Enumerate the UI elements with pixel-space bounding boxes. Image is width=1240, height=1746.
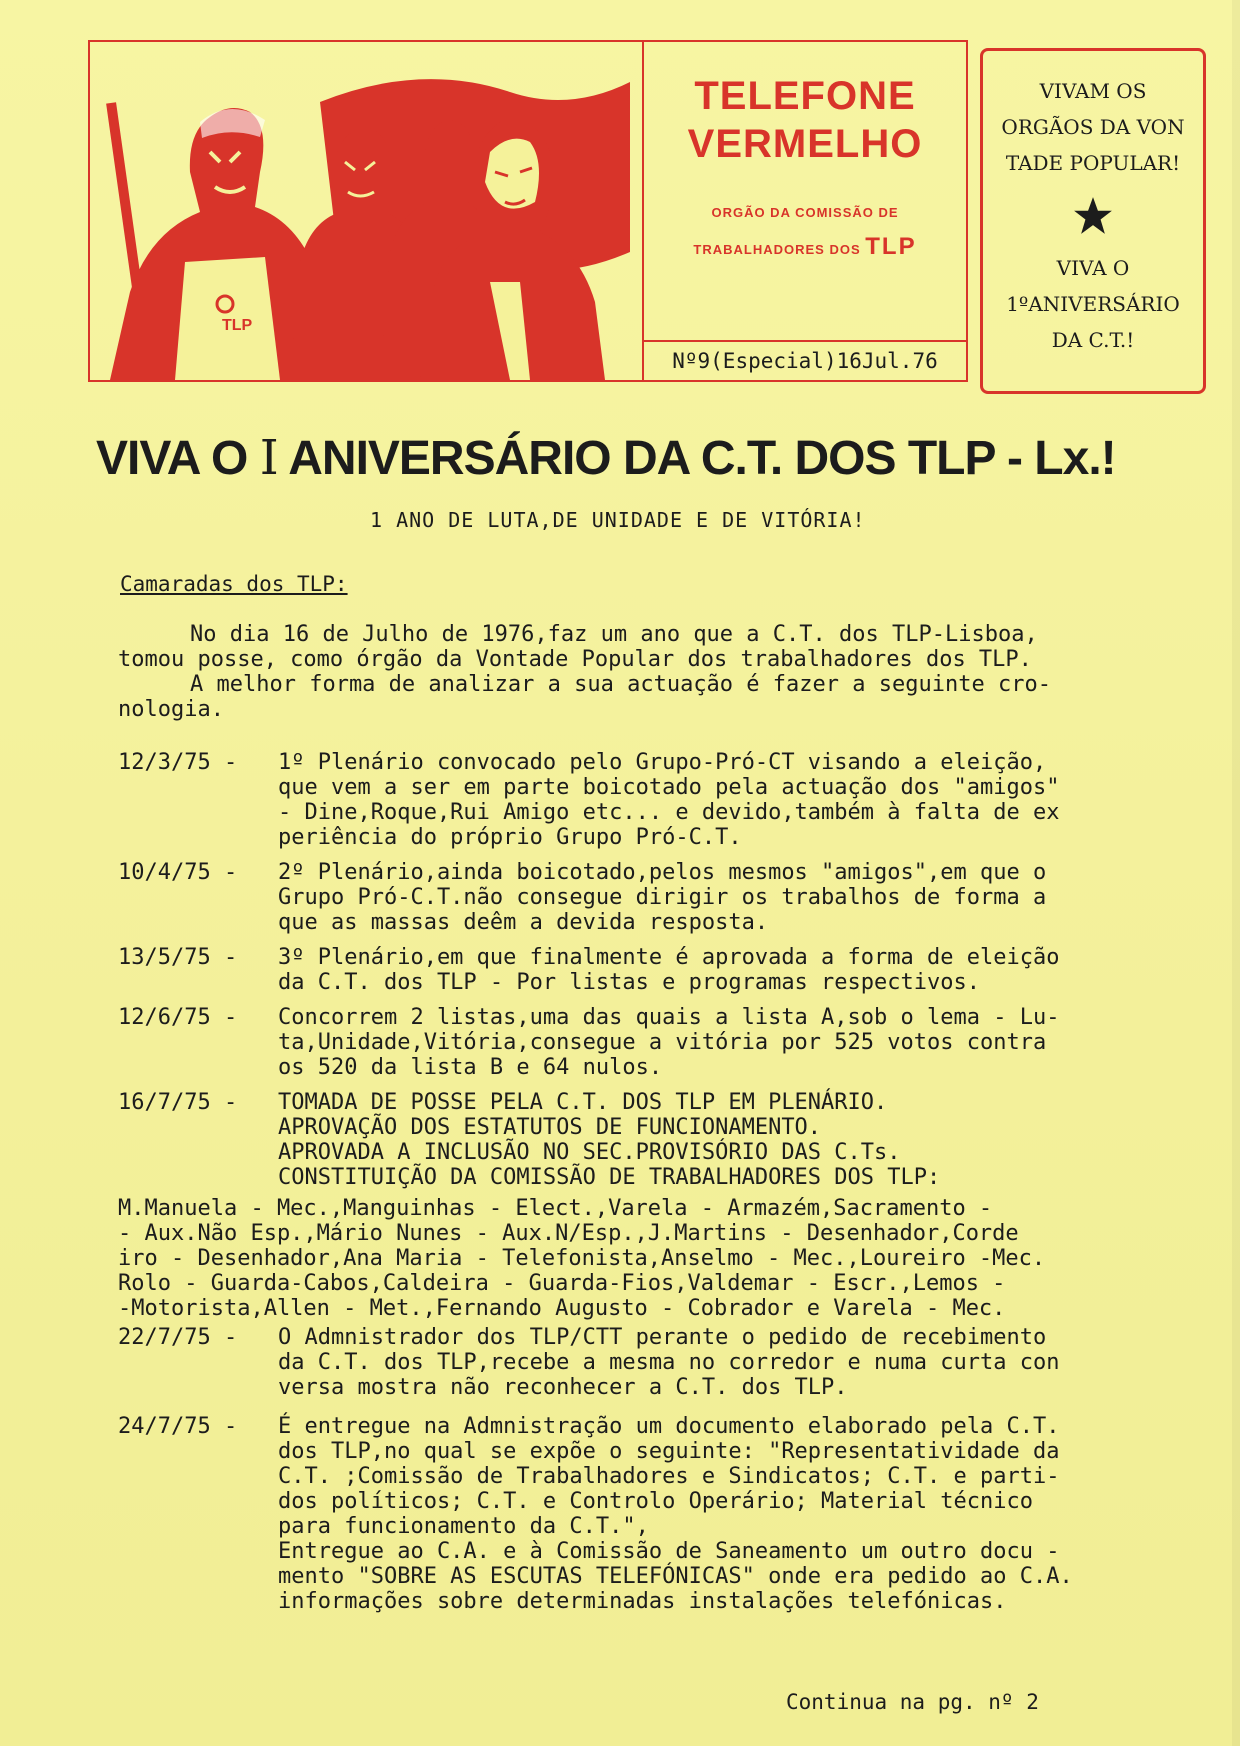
- entry-line: mento "SOBRE AS ESCUTAS TELEFÓNICAS" onde era pedido ao C.A.: [278, 1564, 1073, 1589]
- subtitle-line-2: TRABALHADORES DOS: [693, 242, 861, 257]
- entry-date: 24/7/75 -: [118, 1414, 238, 1439]
- subtitle: [644, 196, 966, 267]
- slogan-line-2: ORGÃOS DA VON: [1001, 115, 1185, 139]
- intro-line: No dia 16 de Julho de 1976,faz um ano que a C.T. dos TLP-Lisboa,: [190, 622, 1038, 647]
- masthead: [88, 40, 968, 382]
- entry-line: para funcionamento da C.T.",: [278, 1514, 649, 1539]
- members-line: - Aux.Não Esp.,Mário Nunes - Aux.N/Esp.,J.Martins - Desenhador,Corde: [118, 1221, 1019, 1246]
- salutation: Camaradas dos TLP:: [120, 572, 348, 596]
- entry-line: APROVAÇÃO DOS ESTATUTOS DE FUNCIONAMENTO.: [278, 1115, 822, 1140]
- intro-line: nologia.: [118, 697, 224, 722]
- headline: [96, 428, 1196, 489]
- entry-line: Concorrem 2 listas,uma das quais a lista A,sob o lema - Lu-: [278, 1005, 1060, 1030]
- slogan-line-3: TADE POPULAR!: [1005, 151, 1181, 175]
- title-line-2: VERMELHO: [687, 122, 923, 166]
- entry-line: 2º Plenário,ainda boicotado,pelos mesmos "amigos",em que o: [278, 860, 1047, 885]
- entry-date: 10/4/75 -: [118, 860, 238, 885]
- entry-line: dos TLP,no qual se expõe o seguinte: "Representatividade da: [278, 1439, 1060, 1464]
- entry-line: ta,Unidade,Vitória,consegue a vitória por 525 votos contra: [278, 1030, 1047, 1055]
- entry-line: os 520 da lista B e 64 nulos.: [278, 1055, 663, 1080]
- slogan-line-6: DA C.T.!: [1051, 328, 1135, 352]
- continuation-note: Continua na pg. nº 2: [786, 1690, 1039, 1714]
- masthead-illustration: [90, 42, 644, 380]
- chronology-entry: [118, 1005, 1188, 1080]
- chronology-entry: [118, 860, 1188, 935]
- workers-flag-illustration: [90, 42, 642, 380]
- masthead-title-block: [644, 42, 966, 342]
- members-line: -Motorista,Allen - Met.,Fernando Augusto - Cobrador e Varela - Mec.: [118, 1296, 1006, 1321]
- members-list: [118, 1196, 1188, 1321]
- entry-line: C.T. ;Comissão de Trabalhadores e Sindicatos; C.T. e parti-: [278, 1464, 1060, 1489]
- members-line: Rolo - Guarda-Cabos,Caldeira - Guarda-Fios,Valdemar - Escr.,Lemos -: [118, 1271, 1006, 1296]
- intro-line: A melhor forma de analizar a sua actuação é fazer a seguinte cro-: [190, 672, 1051, 697]
- entry-date: 12/3/75 -: [118, 750, 238, 775]
- chronology-entry: [118, 945, 1188, 995]
- entry-line: que vem a ser em parte boicotado pela actuação dos "amigos": [278, 775, 1060, 800]
- entry-line: dos políticos; C.T. e Controlo Operário; Material técnico: [278, 1489, 1033, 1514]
- entry-line: O Admnistrador dos TLP/CTT perante o pedido de recebimento: [278, 1325, 1047, 1350]
- members-line: M.Manuela - Mec.,Manguinhas - Elect.,Varela - Armazém,Sacramento -: [118, 1196, 993, 1221]
- entry-line: 3º Plenário,em que finalmente é aprovada a forma de eleição: [278, 945, 1060, 970]
- chronology-entry: [118, 1090, 1188, 1190]
- entry-line: É entregue na Admnistração um documento elaborado pela C.T.: [278, 1414, 1060, 1439]
- entry-line: da C.T. dos TLP,recebe a mesma no corredor e numa curta con: [278, 1350, 1060, 1375]
- entry-line: que as massas deêm a devida resposta.: [278, 910, 769, 935]
- slogan-line-5: 1ºANIVERSÁRIO: [1006, 292, 1180, 316]
- subtitle-line-1: ORGÃO DA COMISSÃO DE: [711, 205, 899, 220]
- entry-date: 12/6/75 -: [118, 1005, 238, 1030]
- chronology-entry: [118, 1325, 1188, 1400]
- intro-paragraph: [118, 622, 1178, 722]
- entry-date: 13/5/75 -: [118, 945, 238, 970]
- subheadline: 1 ANO DE LUTA,DE UNIDADE E DE VITÓRIA!: [370, 508, 866, 532]
- entry-line: Entregue ao C.A. e à Comissão de Saneamento um outro docu -: [278, 1539, 1060, 1564]
- entry-line: da C.T. dos TLP - Por listas e programas respectivos.: [278, 970, 980, 995]
- illustration-tlp-badge: TLP: [222, 317, 253, 334]
- chronology: [118, 750, 1188, 1614]
- headline-part-2: ANIVERSÁRIO DA C.T. DOS TLP - Lx.!: [288, 432, 1116, 485]
- chronology-entry: [118, 750, 1188, 850]
- slogan-line-1: VIVAM OS: [1039, 79, 1147, 103]
- headline-part-1: VIVA O: [96, 432, 248, 485]
- page-edge-shadow: [1232, 0, 1240, 1746]
- entry-line: versa mostra não reconhecer a C.T. dos TLP.: [278, 1375, 848, 1400]
- entry-line: APROVADA A INCLUSÃO NO SEC.PROVISÓRIO DAS C.Ts.: [278, 1140, 901, 1165]
- entry-date: 16/7/75 -: [118, 1090, 238, 1115]
- title-line-1: TELEFONE: [694, 74, 916, 118]
- star-icon: [1072, 195, 1114, 237]
- subtitle-brand: TLP: [865, 233, 917, 260]
- issue-number: Nº9(Especial)16Jul.76: [672, 349, 938, 373]
- entry-line: informações sobre determinadas instalações telefónicas.: [278, 1589, 1007, 1614]
- entry-line: 1º Plenário convocado pelo Grupo-Pró-CT visando a eleição,: [278, 750, 1047, 775]
- entry-line: Grupo Pró-C.T.não consegue dirigir os trabalhos de forma a: [278, 885, 1047, 910]
- headline-roman: I: [259, 430, 278, 486]
- entry-line: CONSTITUIÇÃO DA COMISSÃO DE TRABALHADORES DOS TLP:: [278, 1165, 941, 1190]
- members-line: iro - Desenhador,Ana Maria - Telefonista,Anselmo - Mec.,Loureiro -Mec.: [118, 1246, 1046, 1271]
- entry-date: 22/7/75 -: [118, 1325, 238, 1350]
- entry-line: - Dine,Roque,Rui Amigo etc... e devido,também à falta de ex: [278, 800, 1060, 825]
- entry-line: TOMADA DE POSSE PELA C.T. DOS TLP EM PLENÁRIO.: [278, 1090, 888, 1115]
- chronology-entry: [118, 1414, 1188, 1614]
- intro-line: tomou posse, como órgão da Vontade Popular dos trabalhadores dos TLP.: [118, 647, 1032, 672]
- slogan-box: [980, 48, 1206, 394]
- slogan-line-4: VIVA O: [1056, 256, 1130, 280]
- entry-line: periência do próprio Grupo Pró-C.T.: [278, 825, 742, 850]
